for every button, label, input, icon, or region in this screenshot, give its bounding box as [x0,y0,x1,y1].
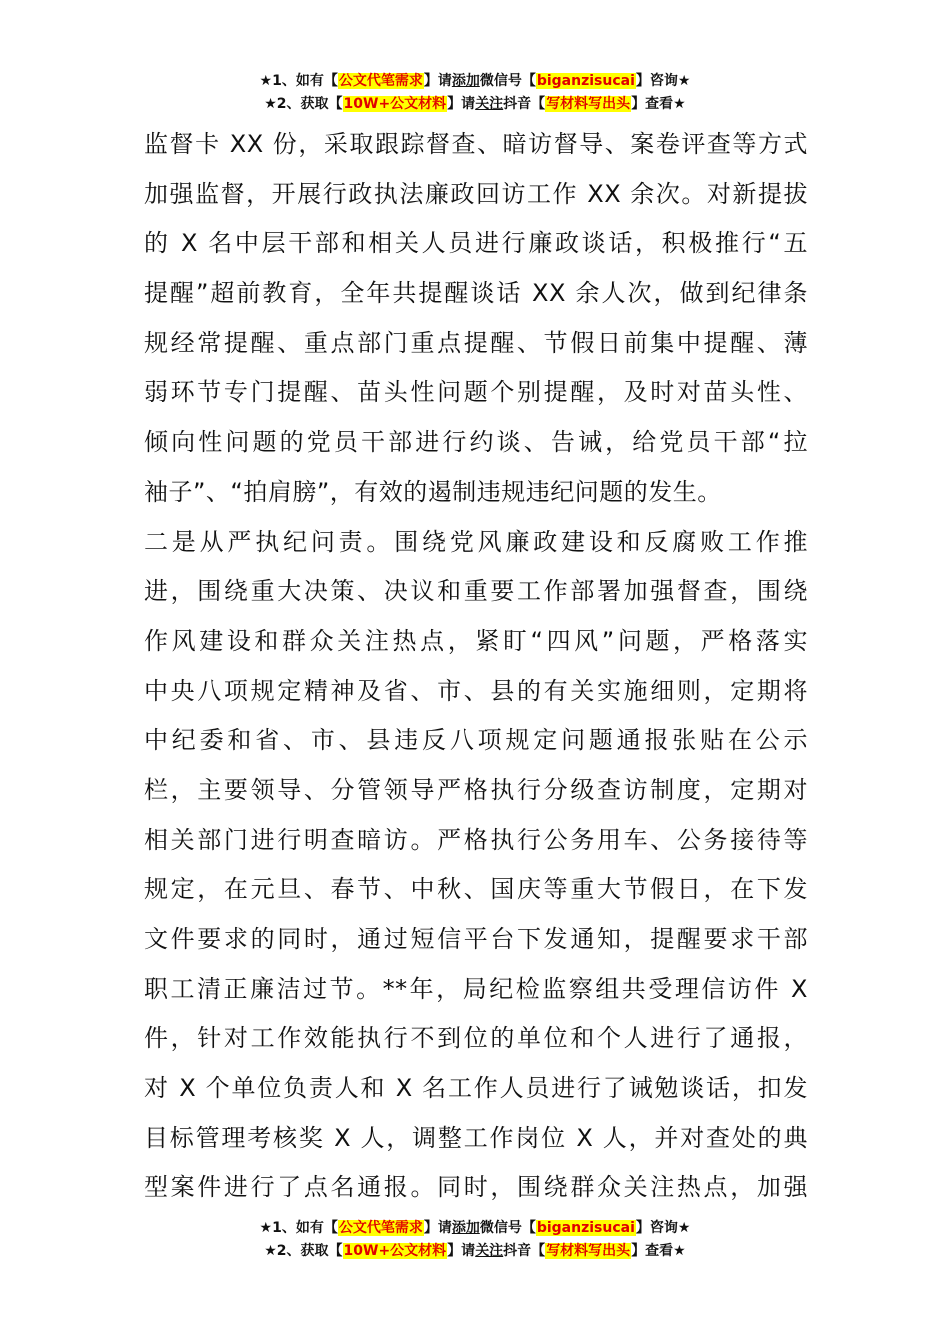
body-line: 对 X 个单位负责人和 X 名工作人员进行了诫勉谈话，扣发 [144,1074,808,1103]
body-line: 提醒”超前教育，全年共提醒谈话 XX 余人次，做到纪律条 [144,279,808,308]
body-line: 倾向性问题的党员干部进行约谈、告诫，给党员干部“拉 [144,428,808,457]
body-line: 文件要求的同时，通过短信平台下发通知，提醒要求干部 [144,925,808,953]
body-line: 监督卡 XX 份，采取跟踪督查、暗访督导、案卷评查等方式 [144,130,808,158]
body-line: 栏，主要领导、分管领导严格执行分级查访制度，定期对 [144,775,808,804]
body-line: 规定，在元旦、春节、中秋、国庆等重大节假日，在下发 [144,875,808,904]
footer-banner [0,1217,950,1263]
body-line: 作风建设和群众关注热点，紧盯“四风”问题，严格落实 [144,626,808,655]
highlight-service: 公文代笔需求 [338,73,423,89]
body-line: 中纪委和省、市、县违反八项规定问题通报张贴在公示 [144,726,808,755]
body-line: 件，针对工作效能执行不到位的单位和个人进行了通报， [144,1024,808,1053]
document-body [144,120,808,1213]
footer-banner-line-2: ★2、获取【10W+公文材料】请关注抖音【写材料写出头】查看★ [264,1243,686,1259]
highlight-douyin-account: 写材料写出头 [546,1243,631,1259]
body-line: 的 X 名中层干部和相关人员进行廉政谈话，积极推行“五 [144,229,808,258]
header-banner-line-2: ★2、获取【10W+公文材料】请关注抖音【写材料写出头】查看★ [264,96,686,112]
body-line: 进，围绕重大决策、决议和重要工作部署加强督查，围绕 [144,577,808,606]
body-line: 袖子”、“拍肩膀”，有效的遏制违规违纪问题的发生。 [144,477,722,506]
body-line: 型案件进行了点名通报。同时，围绕群众关注热点，加强 [144,1173,808,1202]
header-banner-line-1: ★1、如有【公文代笔需求】请添加微信号【biganzisucai】咨询★ [259,73,691,89]
body-line: 规经常提醒、重点部门重点提醒、节假日前集中提醒、薄 [144,328,808,357]
highlight-douyin-account: 写材料写出头 [546,96,631,112]
body-line: 职工清正廉洁过节。**年，局纪检监察组共受理信访件 X [144,974,808,1003]
body-line: 加强监督，开展行政执法廉政回访工作 XX 余次。对新提拔 [144,179,808,208]
body-line: 中央八项规定精神及省、市、县的有关实施细则，定期将 [144,676,808,705]
highlight-wechat-id: biganzisucai [536,73,635,89]
header-banner [0,70,950,116]
highlight-wechat-id: biganzisucai [536,1220,635,1236]
highlight-materials: 10W+公文材料 [343,1243,447,1259]
highlight-service: 公文代笔需求 [338,1220,423,1236]
body-line: 目标管理考核奖 X 人，调整工作岗位 X 人，并对查处的典 [144,1123,808,1152]
body-line: 弱环节专门提醒、苗头性问题个别提醒，及时对苗头性、 [144,378,808,407]
footer-banner-line-1: ★1、如有【公文代笔需求】请添加微信号【biganzisucai】咨询★ [259,1220,691,1236]
body-line: 相关部门进行明查暗访。严格执行公务用车、公务接待等 [144,825,808,854]
body-line: 二是从严执纪问责。围绕党风廉政建设和反腐败工作推 [144,527,808,556]
highlight-materials: 10W+公文材料 [343,96,447,112]
